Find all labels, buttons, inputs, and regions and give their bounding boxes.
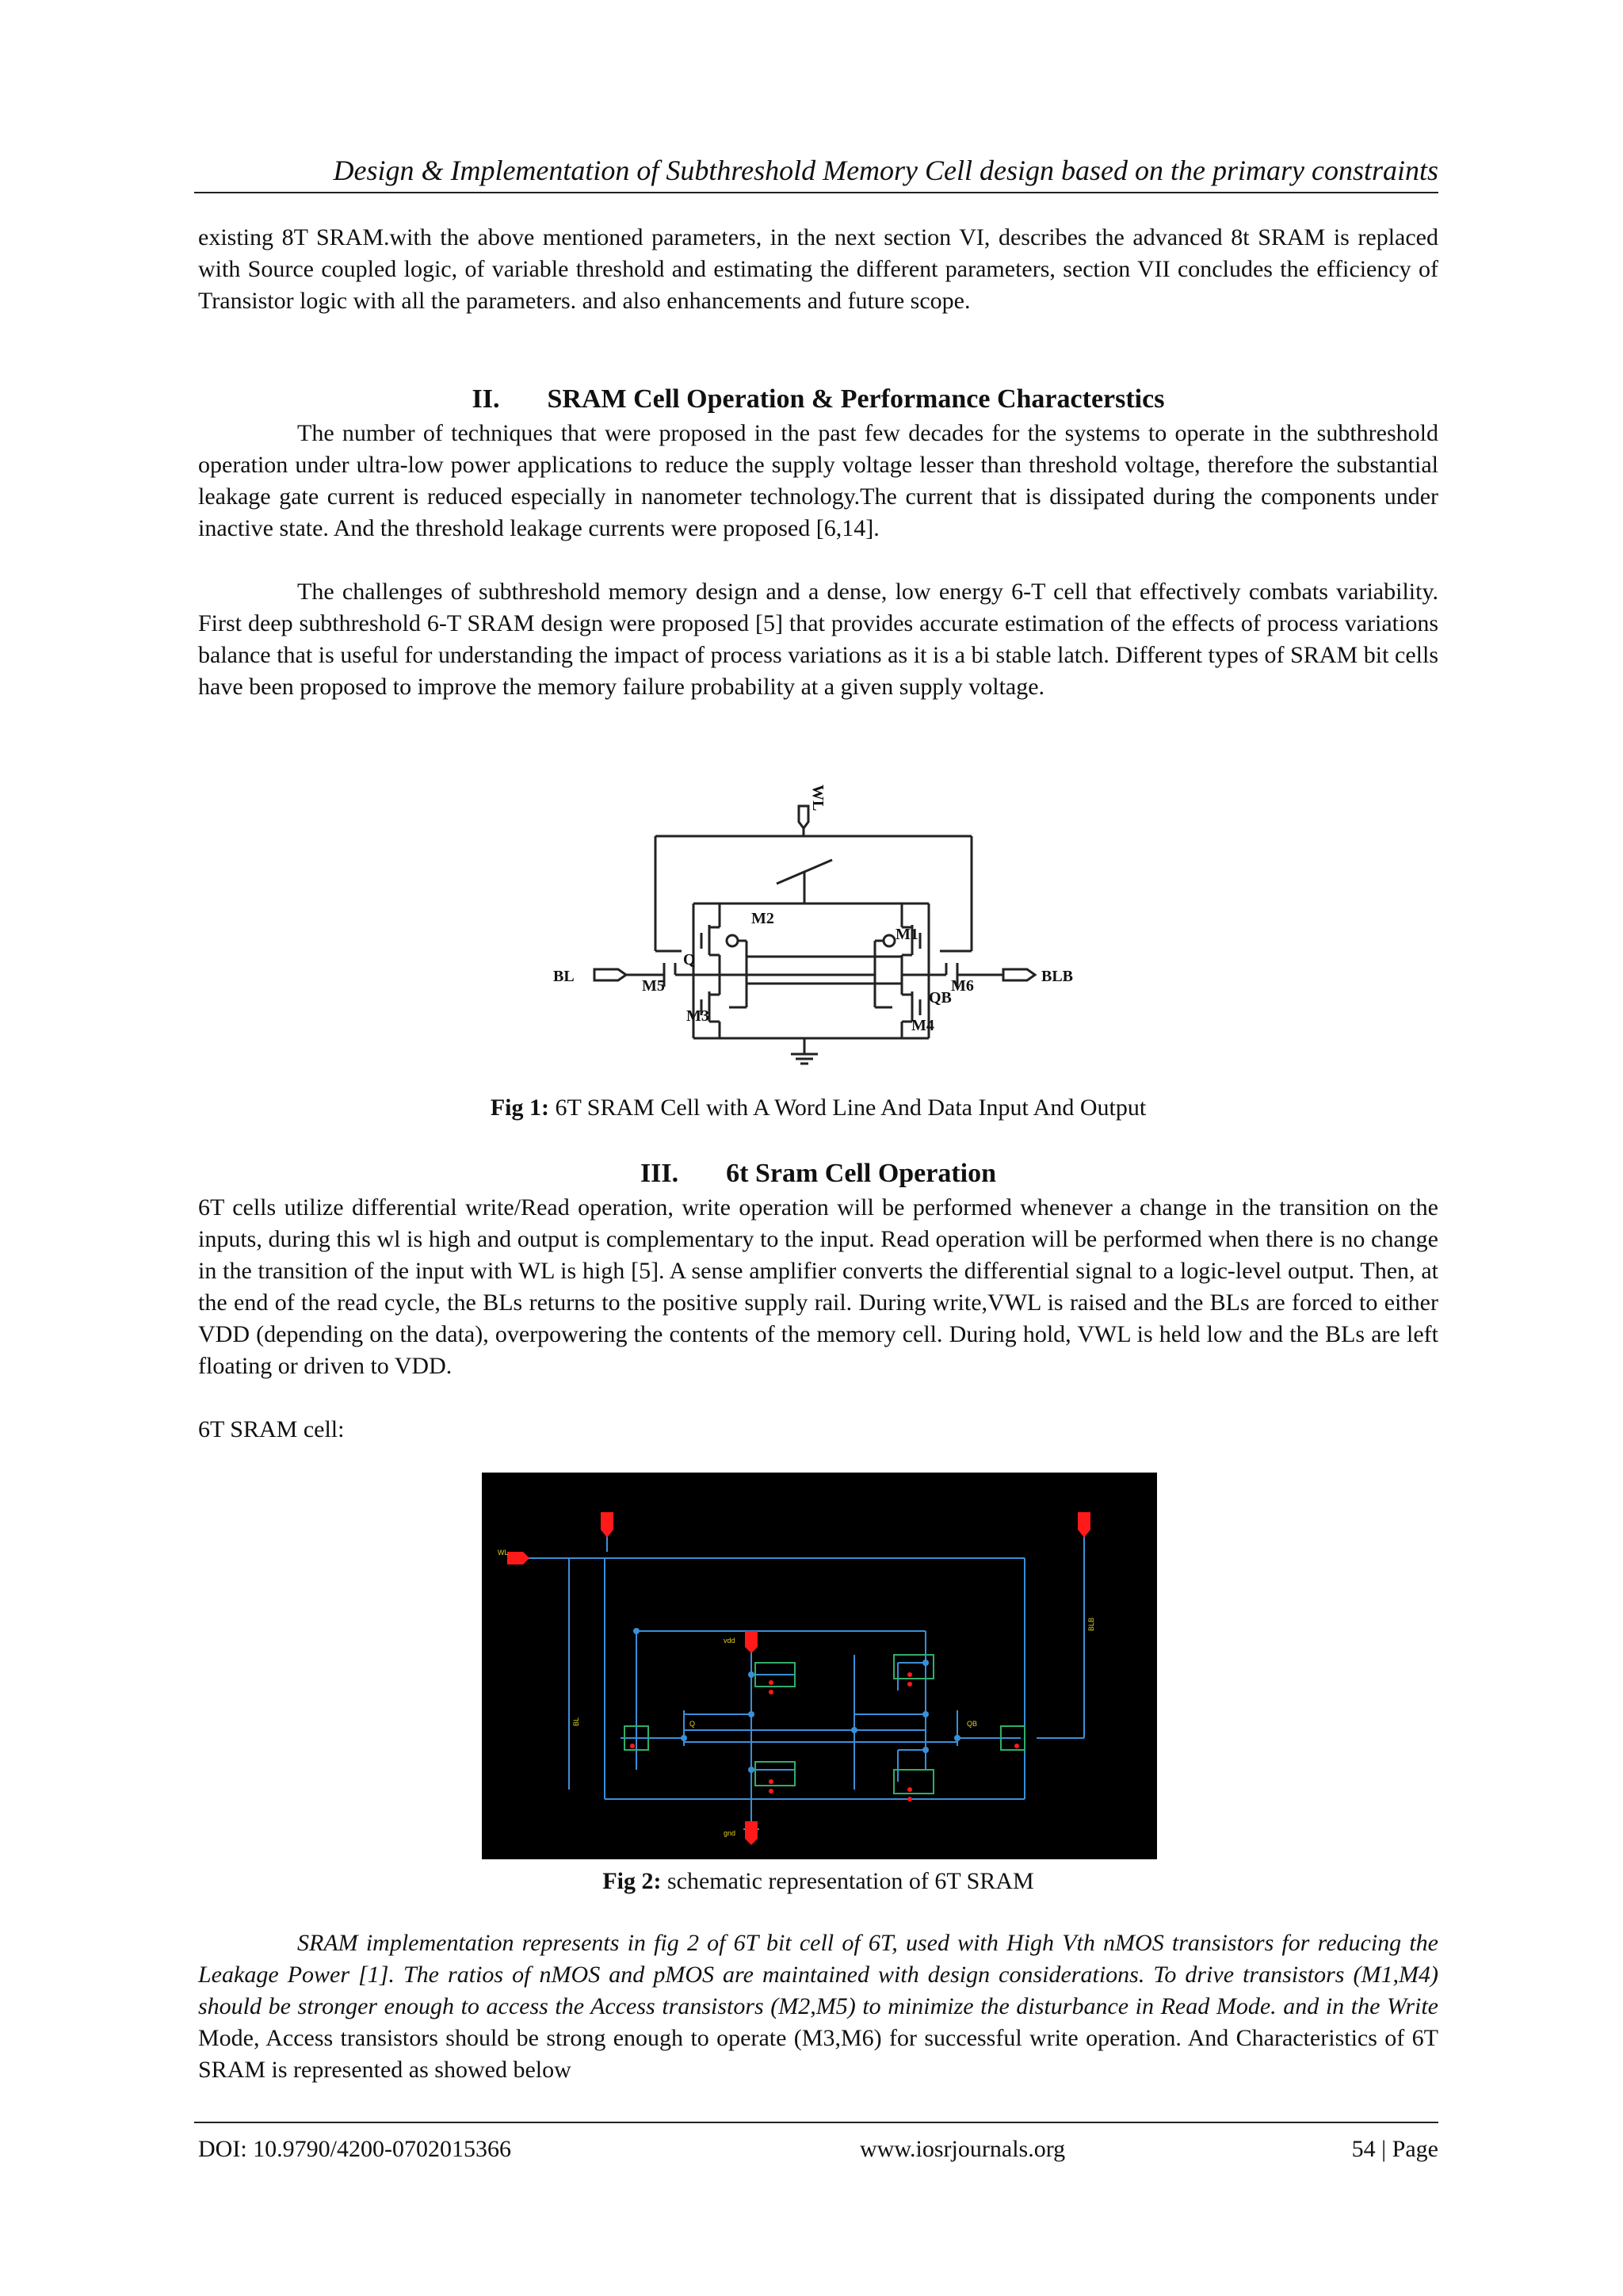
- closing-paragraph: [198, 1927, 1438, 2086]
- fig1-m6-label: M6: [951, 977, 974, 995]
- figure-2-schematic: [482, 1473, 1157, 1859]
- fig1-blb-label: BLB: [1041, 968, 1074, 985]
- fig2-qb-label: QB: [967, 1720, 978, 1728]
- fig2-vdd-label: vdd: [724, 1637, 735, 1645]
- section-2-paragraph-1: The number of techniques that were proposed in the past few decades for the systems to operate in the subthreshold operation under ultra-low power applications to reduce the supply voltage lesser than threshold voltage, therefore the substantial leakage gate current is reduced especially in nanometer technology.The current that is dissipated during the components under inactive state. And the threshold leakage currents were proposed [6,14].: [198, 420, 1438, 541]
- footer-doi: DOI: 10.9790/4200-0702015366: [198, 2136, 511, 2162]
- fig2-q-label: Q: [689, 1720, 696, 1728]
- running-header: Design & Implementation of Subthreshold Memory Cell design based on the primary constraints: [194, 152, 1438, 193]
- fig2-gnd-label: gnd: [724, 1829, 736, 1837]
- figure-1-caption-text: 6T SRAM Cell with A Word Line And Data Input And Output: [549, 1095, 1147, 1121]
- fig2-blb-label: BLB: [1087, 1617, 1095, 1631]
- section-3-cell-label: 6T SRAM cell:: [198, 1416, 345, 1442]
- section-3-title: 6t Sram Cell Operation: [726, 1159, 997, 1188]
- section-3-heading: [198, 1157, 1438, 1190]
- figure-2-caption: [198, 1866, 1438, 1897]
- closing-paragraph-normal: Mode, Access transistors should be strong enough to operate (M3,M6) for successful write operation. And Characteristics of 6T SRAM is represented as showed below: [198, 2025, 1438, 2083]
- fig1-m2-label: M2: [751, 910, 774, 927]
- section-2-heading: [198, 383, 1438, 416]
- fig1-m1-label: M1: [896, 926, 918, 943]
- fig2-wl-label: WL: [498, 1549, 509, 1557]
- figure-1-caption-label: Fig 1:: [490, 1095, 549, 1121]
- section-2-title: SRAM Cell Operation & Performance Characterstics: [547, 384, 1165, 414]
- fig1-bl-label: BL: [553, 968, 575, 985]
- footer-page-number: 54 | Page: [1351, 2136, 1438, 2162]
- page-footer: [194, 2122, 1438, 2162]
- fig1-m4-label: M4: [911, 1017, 934, 1034]
- figure-1-schematic: [539, 757, 1109, 1074]
- section-3-paragraph-1: 6T cells utilize differential write/Read operation, write operation will be performed whenever a change in the transition on the inputs, during this wl is high and output is complementary to the input. Read operation will be performed when there is no change in the transition of the input with WL is high [5]. A sense amplifier converts the differential signal to a logic-level output. Then, at the end of the read cycle, the BLs returns to the positive supply rail. During write,VWL is raised and the BLs are forced to either VDD (depending on the data), overpowering the contents of the memory cell. During hold, VWL is held low and the BLs are left floating or driven to VDD.: [198, 1194, 1438, 1379]
- fig1-m5-label: M5: [642, 977, 665, 995]
- figure-2-caption-label: Fig 2:: [602, 1868, 662, 1894]
- figure-1-caption: [198, 1092, 1438, 1124]
- section-3-number: III.: [640, 1159, 679, 1188]
- fig1-m3-label: M3: [686, 1007, 709, 1025]
- section-2-paragraph-2: The challenges of subthreshold memory design and a dense, low energy 6-T cell that effectively combats variability. First deep subthreshold 6-T SRAM design were proposed [5] that provides accurate estimation of the effects of process variations balance that is useful for understanding the impact of process variations as it is a bi stable latch. Different types of SRAM bit cells have been proposed to improve the memory failure probability at a given supply voltage.: [198, 579, 1438, 700]
- fig1-q-label: Q: [683, 951, 696, 968]
- intro-paragraph: existing 8T SRAM.with the above mentioned parameters, in the next section VI, describes the advanced 8t SRAM is replaced with Source coupled logic, of variable threshold and estimating the different parameters, section VII concludes the efficiency of Transistor logic with all the parameters. and also enhancements and future scope.: [198, 224, 1438, 314]
- fig1-qb-label: QB: [929, 989, 952, 1007]
- closing-paragraph-italic: SRAM implementation represents in fig 2 of 6T bit cell of 6T, used with High Vth nMOS transistors for reducing the Leakage Power [1]. The ratios of nMOS and pMOS are maintained with design considerations. To drive transistors (M1,M4) should be stronger enough to access the Access transistors (M2,M5) to minimize the disturbance in Read Mode. and in the Write: [198, 1930, 1438, 2019]
- section-2-number: II.: [472, 384, 500, 414]
- footer-website[interactable]: www.iosrjournals.org: [860, 2136, 1066, 2162]
- fig1-wl-label: WL: [809, 785, 827, 812]
- fig2-bl-label: BL: [572, 1717, 580, 1726]
- figure-2-caption-text: schematic representation of 6T SRAM: [661, 1868, 1034, 1894]
